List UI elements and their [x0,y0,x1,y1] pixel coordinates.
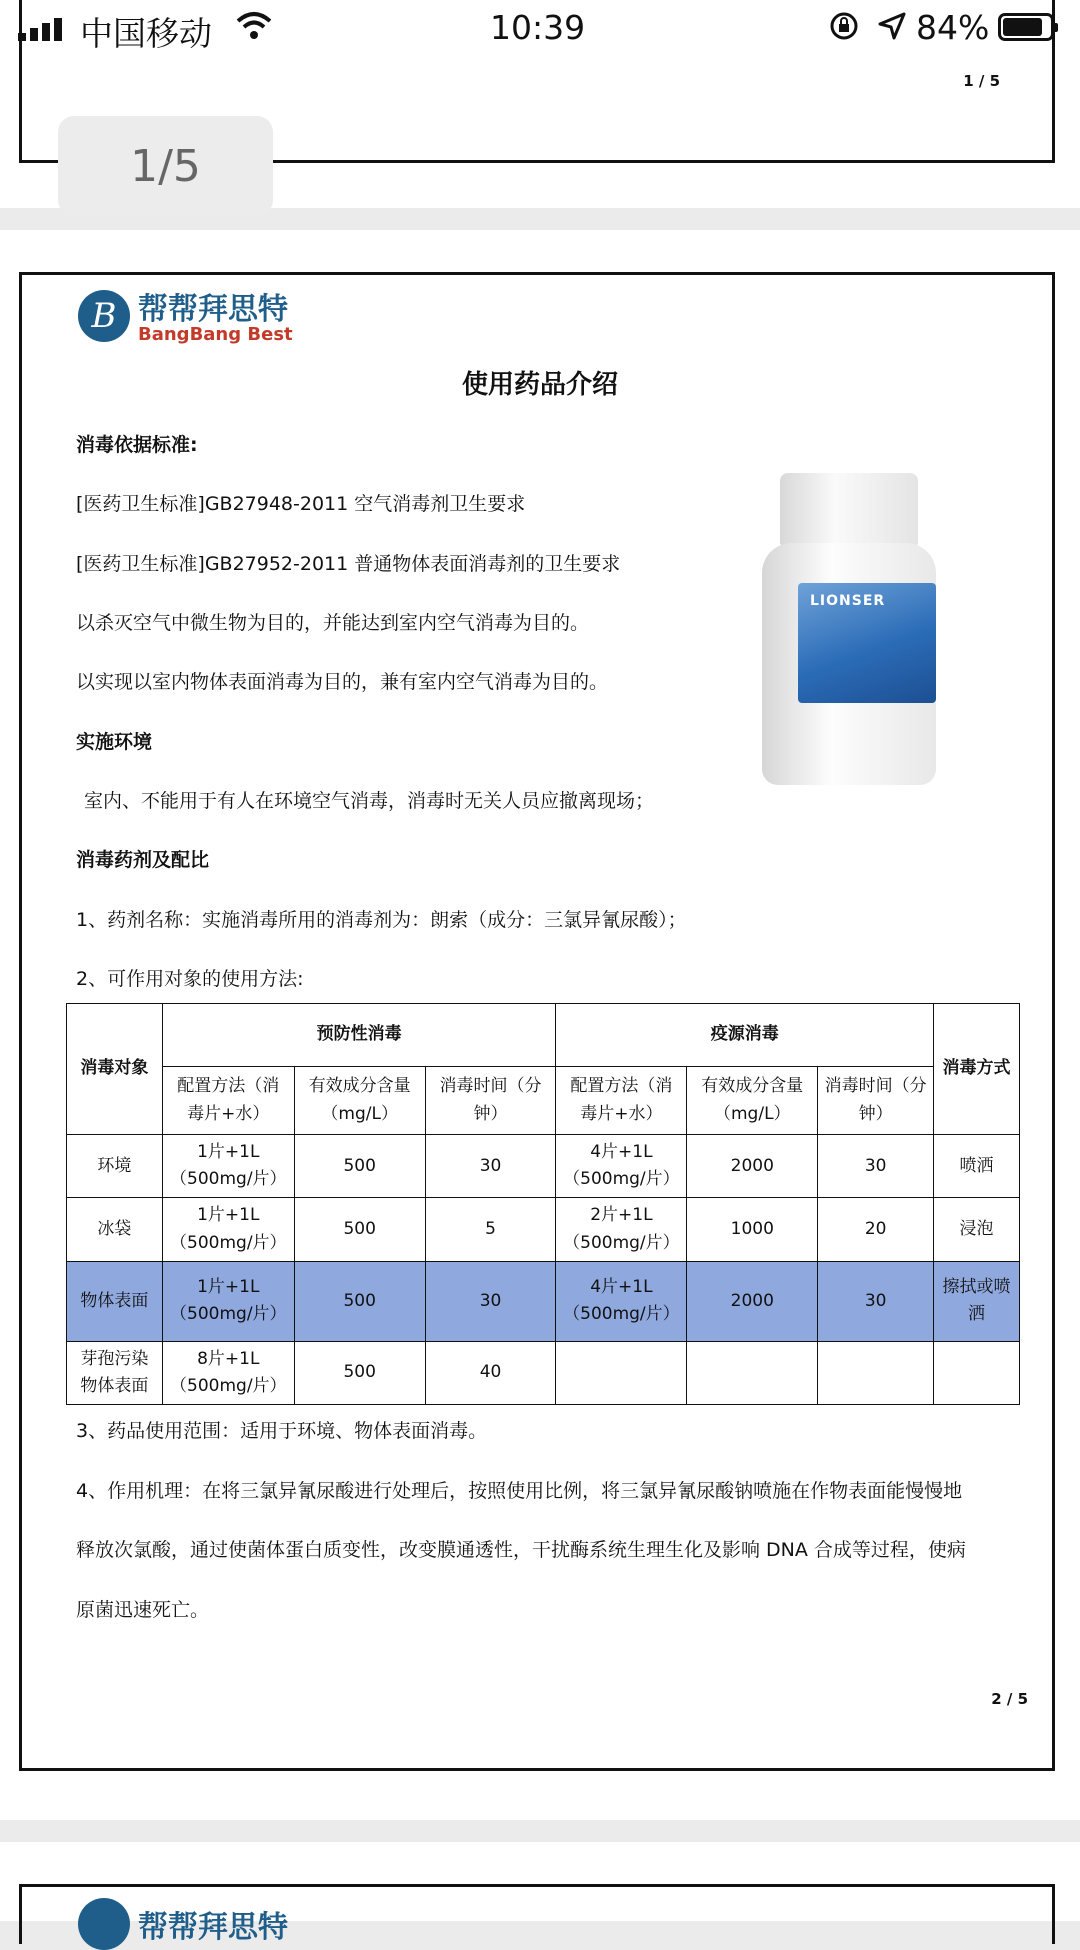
wifi-icon [236,10,272,49]
company-logo [78,1898,288,1950]
purpose-line-2: 以实现以室内物体表面消毒为目的，兼有室内空气消毒为目的。 [76,671,609,693]
table-row [67,1135,1020,1198]
cell-prep: 2片+1L（500mg/片） [556,1198,687,1261]
pdf-page-3 [0,1842,1080,1945]
cell-conc: 1000 [687,1198,818,1261]
header-method: 消毒方式 [934,1004,1020,1135]
page-indicator-badge: 1/5 [58,116,273,216]
document-title: 使用药品介绍 [461,370,618,400]
cell-method: 擦拭或喷洒 [934,1261,1020,1341]
subheader-time: 消毒时间（分钟） [818,1067,934,1135]
header-object: 消毒对象 [67,1004,163,1135]
cell-prep [556,1341,687,1404]
cell-object: 冰袋 [67,1198,163,1261]
carrier-name: 中国移动 [80,14,212,53]
company-logo [78,290,293,345]
location-arrow-icon [876,10,908,50]
section-heading-ratio: 消毒药剂及配比 [76,849,210,871]
cell-conc: 500 [294,1198,425,1261]
status-bar [0,0,1080,56]
standard-line-2: [医药卫生标准]GB27952-2011 普通物体表面消毒剂的卫生要求 [76,553,621,575]
section-heading-environment: 实施环境 [76,731,153,753]
ratio-item-1: 1、药剂名称：实施消毒所用的消毒剂为：朗索（成分：三氯异氰尿酸）； [76,909,687,931]
rotation-lock-icon [828,10,860,50]
header-preventive: 预防性消毒 [162,1004,556,1067]
cell-conc [687,1341,818,1404]
standard-line-1: [医药卫生标准]GB27948-2011 空气消毒剂卫生要求 [76,493,526,515]
product-bottle-image [762,473,936,785]
cell-conc: 500 [294,1135,425,1198]
cell-time [818,1341,934,1404]
clock: 10:39 [490,8,586,47]
cell-method [934,1341,1020,1404]
header-source: 疫源消毒 [556,1004,934,1067]
environment-text: 室内、不能用于有人在环境空气消毒，消毒时无关人员应撤离现场； [84,790,655,812]
section-heading-standard: 消毒依据标准: [76,434,198,456]
table-row [67,1341,1020,1404]
subheader-prep: 配置方法（消毒片+水） [162,1067,294,1135]
cell-time: 40 [425,1341,556,1404]
cellular-signal-icon [18,18,62,41]
cell-time: 30 [818,1135,934,1198]
product-brand-label: LIONSER [810,593,886,609]
cell-time: 30 [425,1135,556,1198]
cell-time: 30 [425,1261,556,1341]
subheader-concentration: 有效成分含量（mg/L） [687,1067,818,1135]
cell-prep: 1片+1L（500mg/片） [162,1135,294,1198]
subheader-prep: 配置方法（消毒片+水） [556,1067,687,1135]
cell-prep: 1片+1L（500mg/片） [162,1261,294,1341]
mechanism-line-2: 释放次氯酸，通过使菌体蛋白质变性，改变膜通透性，干扰酶系统生理生化及影响 DNA 合成等过程，使病 [76,1539,966,1561]
page1-number: 1 / 5 [963,72,1000,90]
cell-prep: 4片+1L（500mg/片） [556,1135,687,1198]
logo-cn-text: 帮帮拜思特 [138,1910,288,1945]
cell-object: 物体表面 [67,1261,163,1341]
battery-percentage: 84% [916,8,990,47]
usage-scope: 3、药品使用范围：适用于环境、物体表面消毒。 [76,1420,488,1442]
disinfection-table [66,1003,1020,1405]
mechanism-line-1: 4、作用机理：在将三氯异氰尿酸进行处理后，按照使用比例，将三氯异氰尿酸钠喷施在作物表面能慢慢地 [76,1480,963,1502]
cell-prep: 4片+1L（500mg/片） [556,1261,687,1341]
cell-time: 5 [425,1198,556,1261]
table-row [67,1198,1020,1261]
page2-number: 2 / 5 [991,1690,1028,1708]
cell-prep: 1片+1L（500mg/片） [162,1198,294,1261]
subheader-concentration: 有效成分含量（mg/L） [294,1067,425,1135]
subheader-time: 消毒时间（分钟） [425,1067,556,1135]
logo-en-text: BangBang Best [138,324,293,345]
cell-conc: 2000 [687,1135,818,1198]
cell-time: 30 [818,1261,934,1341]
cell-time: 20 [818,1198,934,1261]
cell-object: 芽孢污染物体表面 [67,1341,163,1404]
ratio-item-2: 2、可作用对象的使用方法: [76,968,304,990]
cell-prep: 8片+1L（500mg/片） [162,1341,294,1404]
cell-conc: 500 [294,1261,425,1341]
table-row-highlighted [67,1261,1020,1341]
logo-mark-icon: B [78,290,130,342]
logo-cn-text: 帮帮拜思特 [138,292,288,327]
mechanism-line-3: 原菌迅速死亡。 [76,1599,210,1621]
cell-conc: 500 [294,1341,425,1404]
cell-object: 环境 [67,1135,163,1198]
logo-mark-icon [78,1898,130,1950]
cell-conc: 2000 [687,1261,818,1341]
cell-method: 浸泡 [934,1198,1020,1261]
cell-method: 喷洒 [934,1135,1020,1198]
purpose-line-1: 以杀灭空气中微生物为目的，并能达到室内空气消毒为目的。 [76,612,590,634]
battery-icon [998,13,1054,41]
